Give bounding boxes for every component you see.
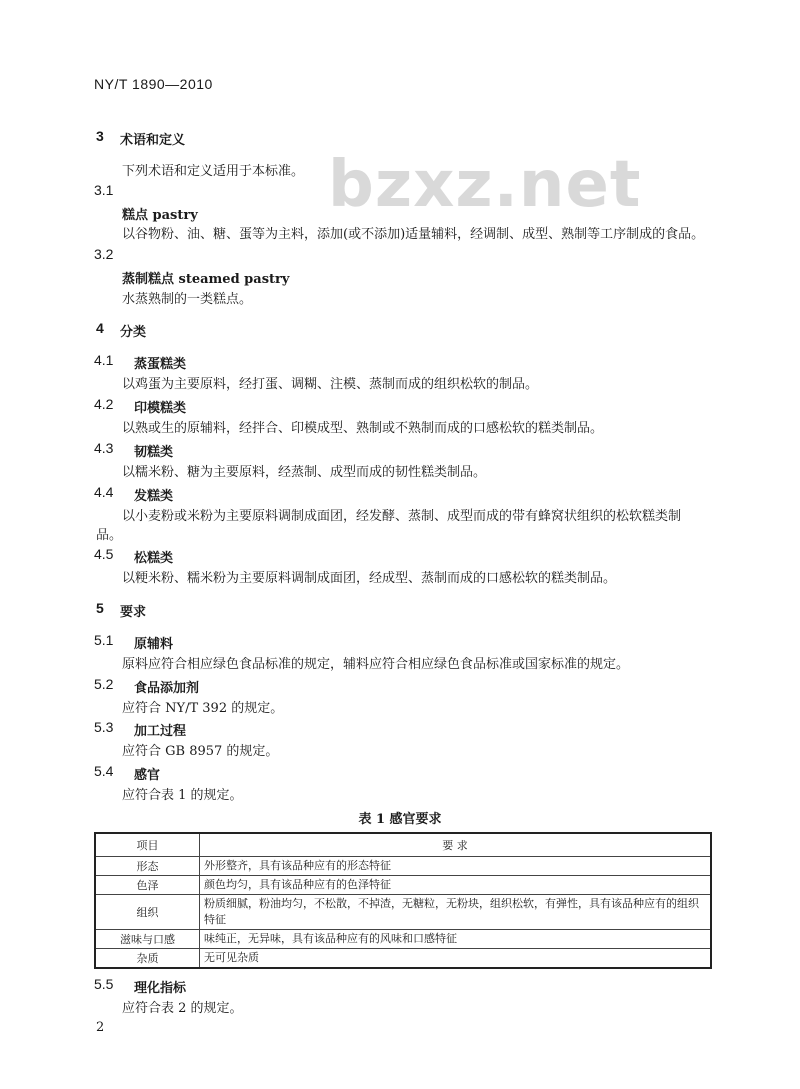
section-5-3-text: 应符合 GB 8957 的规定。 [122,744,279,759]
table-cell-item: 滋味与口感 [95,930,200,949]
table-header-requirement: 要 求 [200,833,712,857]
section-5-5-number: 5.5 [94,976,114,992]
section-5-4-number: 5.4 [94,763,114,779]
section-4-1-text: 以鸡蛋为主要原料，经打蛋、调糊、注模、蒸制而成的组织松软的制品。 [122,377,539,392]
section-4-5-title: 松糕类 [134,551,174,566]
section-5-title: 要求 [120,605,147,620]
section-5-1-title: 原辅料 [134,637,174,652]
section-4-1-number: 4.1 [94,352,114,368]
section-4-title: 分类 [120,325,147,340]
section-4-5-text: 以粳米粉、糯米粉为主要原料调制成面团，经成型、蒸制而成的口感松软的糕类制品。 [122,571,617,586]
section-5-4-title: 感官 [134,768,161,783]
table-row [95,930,711,949]
table-row [95,895,711,930]
section-3-title: 术语和定义 [120,133,186,148]
section-4-3-number: 4.3 [94,440,114,456]
table-cell-item: 色泽 [95,876,200,895]
section-3-1-term: 糕点 pastry [122,208,198,223]
section-5-5-title: 理化指标 [134,981,187,996]
section-4-4-title: 发糕类 [134,489,174,504]
section-5-1-text: 原料应符合相应绿色食品标准的规定，辅料应符合相应绿色食品标准或国家标准的规定。 [122,657,630,672]
table-cell-requirement: 无可见杂质 [200,949,712,969]
section-4-4-text-line2: 品。 [96,528,123,543]
table-cell-requirement: 粉质细腻，粉油均匀，不松散，不掉渣，无糖粒，无粉块，组织松软，有弹性，具有该品种应有的组织特征 [200,895,712,930]
standard-code: NY/T 1890—2010 [94,76,213,92]
section-4-1-title: 蒸蛋糕类 [134,357,187,372]
table-cell-requirement: 味纯正，无异味，具有该品种应有的风味和口感特征 [200,930,712,949]
section-3-2-definition: 水蒸熟制的一类糕点。 [122,292,253,307]
section-3-intro: 下列术语和定义适用于本标准。 [122,164,305,179]
section-5-4-text: 应符合表 1 的规定。 [122,788,243,803]
section-4-4-text-line1: 以小麦粉或米粉为主要原料调制成面团，经发酵、蒸制、成型而成的带有蜂窝状组织的松软糕类制 [122,509,682,524]
section-5-1-number: 5.1 [94,632,114,648]
section-3-number: 3 [96,128,104,144]
watermark: bzxz.net [328,148,642,222]
table-cell-item: 组织 [95,895,200,930]
section-4-number: 4 [96,320,104,336]
section-5-number: 5 [96,600,104,616]
table-cell-item: 杂质 [95,949,200,969]
table-cell-requirement: 颜色均匀，具有该品种应有的色泽特征 [200,876,712,895]
section-4-3-text: 以糯米粉、糖为主要原料，经蒸制、成型而成的韧性糕类制品。 [122,465,487,480]
table-1-caption: 表 1 感官要求 [358,812,442,827]
section-5-5-text: 应符合表 2 的规定。 [122,1001,243,1016]
sensory-requirements-table [94,832,712,969]
table-cell-item: 形态 [95,857,200,876]
section-5-2-title: 食品添加剂 [134,681,200,696]
section-4-2-text: 以熟或生的原辅料，经拌合、印模成型、熟制或不熟制而成的口感松软的糕类制品。 [122,421,604,436]
table-row [95,857,711,876]
section-5-2-text: 应符合 NY/T 392 的规定。 [122,701,284,716]
section-3-1-definition: 以谷物粉、油、糖、蛋等为主料，添加(或不添加)适量辅料，经调制、成型、熟制等工序制成的食品。 [122,227,705,242]
section-3-1-number: 3.1 [94,182,114,198]
section-3-2-term: 蒸制糕点 steamed pastry [122,272,290,287]
section-3-2-number: 3.2 [94,246,114,262]
section-5-3-title: 加工过程 [134,724,187,739]
table-cell-requirement: 外形整齐，具有该品种应有的形态特征 [200,857,712,876]
section-4-2-title: 印模糕类 [134,401,187,416]
section-4-3-title: 韧糕类 [134,445,174,460]
table-row [95,949,711,969]
section-4-4-number: 4.4 [94,484,114,500]
section-5-3-number: 5.3 [94,719,114,735]
section-4-5-number: 4.5 [94,546,114,562]
table-header-item: 项目 [95,833,200,857]
table-header-row [95,833,711,857]
table-row [95,876,711,895]
page-number: 2 [96,1020,105,1035]
section-4-2-number: 4.2 [94,396,114,412]
section-5-2-number: 5.2 [94,676,114,692]
